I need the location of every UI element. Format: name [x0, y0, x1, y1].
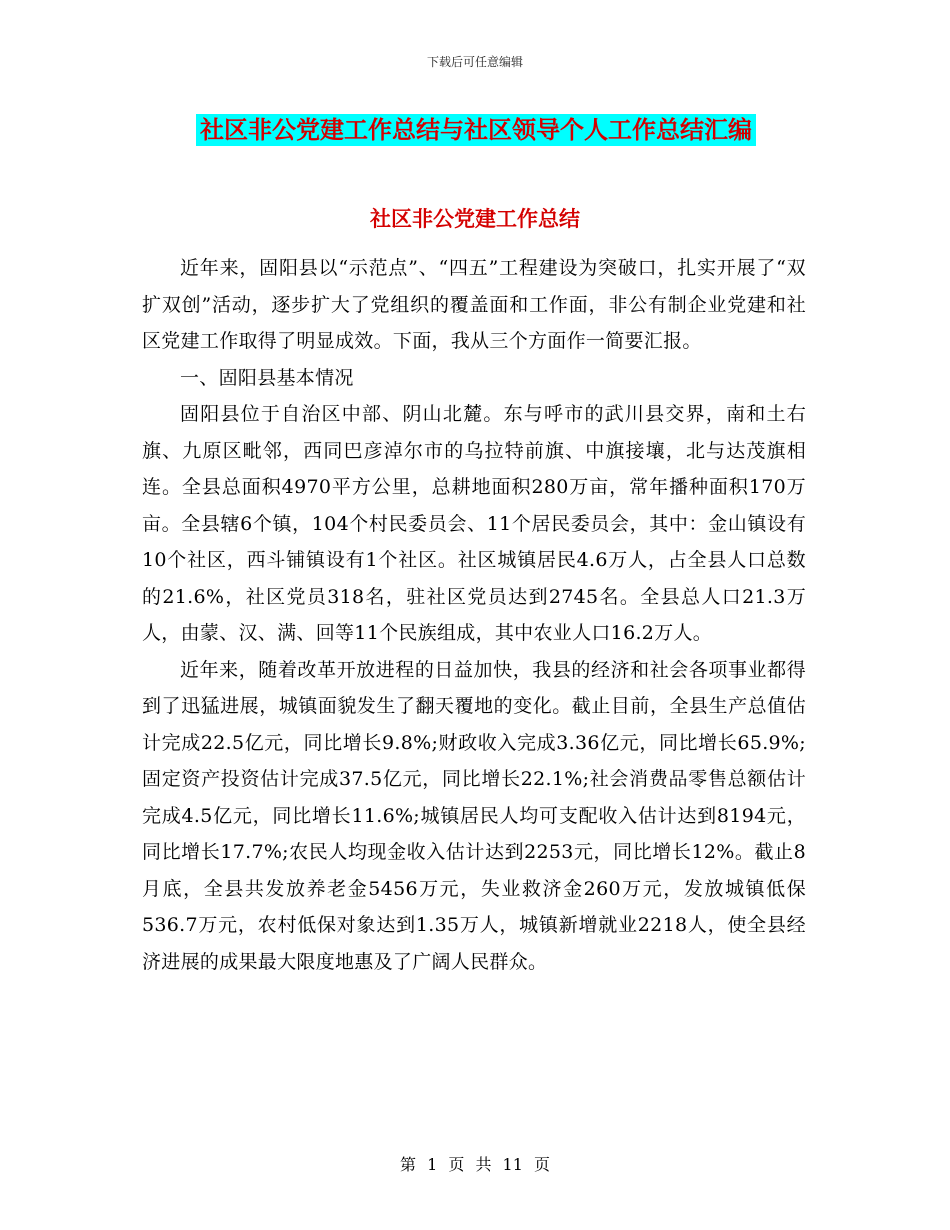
document-title: 社区非公党建工作总结与社区领导个人工作总结汇编 — [196, 114, 756, 146]
paragraph-heading-1: 一、固阳县基本情况 — [180, 366, 354, 389]
section-title: 社区非公党建工作总结 — [370, 207, 580, 231]
paragraph-economy: 近年来，随着改革开放进程的日益加快，我县的经济和社会各项事业都得到了迅猛进展，城镇面貌发生了翻天覆地的变化。截止目前，全县生产总值估计完成22.5亿元，同比增长9.8%;财政收入完成3.36亿元，同比增长65.9%;固定资产投资估计完成37.5亿元，同比增长22.1%;社会消费品零售总额估计完成4.5亿元，同比增长11.6%;城镇居民人均可支配收入估计达到8194元，同比增长17.7%;农民人均现金收入估计达到2253元，同比增长12%。截止8月底，全县共发放养老金5456万元，失业救济金260万元，发放城镇低保536.7万元，农村低保对象达到1.35万人，城镇新增就业2218人，使全县经济进展的成果最大限度地惠及了广阔人民群众。 — [142, 658, 806, 973]
page-number: 第 1 页 共 11 页 — [400, 1155, 550, 1174]
document-body — [142, 250, 806, 980]
paragraph-intro: 近年来，固阳县以“示范点”、“四五”工程建设为突破口，扎实开展了“双扩双创”活动，逐步扩大了党组织的覆盖面和工作面，非公有制企业党建和社区党建工作取得了明显成效。下面，我从三个方面作一简要汇报。 — [142, 257, 806, 352]
header-note: 下载后可任意编辑 — [426, 55, 523, 69]
paragraph-basic-info: 固阳县位于自治区中部、阴山北麓。东与呼市的武川县交界，南和土右旗、九原区毗邻，西同巴彦淖尔市的乌拉特前旗、中旗接壤，北与达茂旗相连。全县总面积4970平方公里，总耕地面积280万亩，常年播种面积170万亩。全县辖6个镇，104个村民委员会、11个居民委员会，其中：金山镇设有10个社区，西斗铺镇设有1个社区。社区城镇居民4.6万人，占全县人口总数的21.6%，社区党员318名，驻社区党员达到2745名。全县总人口21.3万人，由蒙、汉、满、回等11个民族组成，其中农业人口16.2万人。 — [142, 403, 806, 644]
